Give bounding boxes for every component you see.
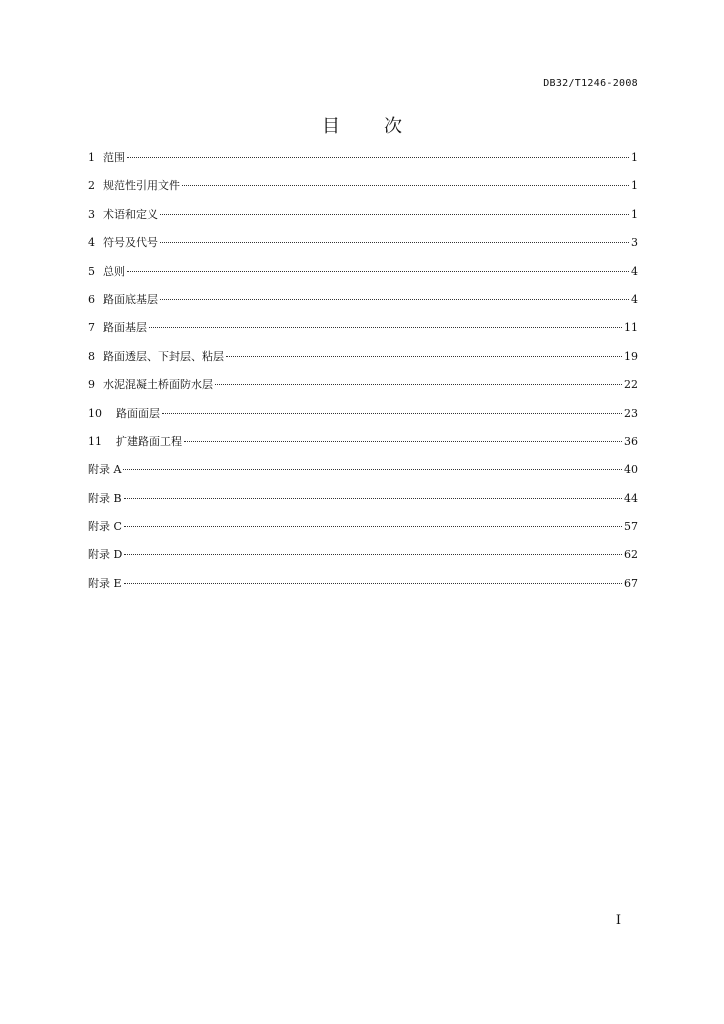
- toc-entry-label: 附录 C: [88, 520, 122, 534]
- toc-entry-page: 40: [624, 463, 638, 477]
- toc-entry-page: 62: [624, 548, 638, 562]
- toc-entry-page: 23: [624, 406, 638, 420]
- toc-entry-number: 4: [88, 236, 95, 250]
- toc-leader-dots: [124, 583, 622, 584]
- toc-title-right: 次: [384, 116, 402, 137]
- toc-leader-dots: [160, 242, 629, 243]
- toc-entry-page: 19: [624, 349, 638, 363]
- toc-entry-label: 规范性引用文件: [103, 179, 180, 193]
- toc-leader-dots: [124, 554, 622, 555]
- toc-entry-label: 范围: [103, 151, 125, 164]
- toc-entry-page: 11: [624, 321, 638, 335]
- toc-entry[interactable]: [88, 343, 638, 371]
- toc-entry-label: 附录 E: [88, 576, 122, 590]
- toc-leader-dots: [182, 185, 629, 186]
- toc-entry-label: 符号及代号: [103, 236, 158, 250]
- toc-entry[interactable]: [88, 428, 638, 456]
- toc-entry[interactable]: [88, 371, 638, 399]
- toc-entry-number: 3: [88, 207, 95, 221]
- toc-entry-label: 路面透层、下封层、粘层: [103, 349, 224, 363]
- toc-entry-page: 3: [631, 236, 638, 250]
- toc-list: [88, 144, 638, 598]
- toc-entry-label: 附录 D: [88, 548, 123, 562]
- toc-entry[interactable]: [88, 314, 638, 342]
- toc-leader-dots: [124, 498, 622, 499]
- toc-entry-number: 8: [88, 349, 95, 363]
- toc-entry-number: 7: [88, 321, 95, 335]
- toc-entry-page: 1: [631, 207, 638, 221]
- toc-leader-dots: [162, 413, 622, 414]
- toc-entry[interactable]: [88, 513, 638, 541]
- toc-entry-label: 总则: [103, 264, 125, 278]
- page-number: I: [615, 913, 621, 928]
- toc-leader-dots: [127, 271, 629, 272]
- toc-entry-page: 36: [624, 434, 638, 448]
- toc-title-left: 目: [322, 116, 340, 137]
- toc-entry-number: 6: [88, 292, 95, 306]
- toc-leader-dots: [149, 327, 622, 328]
- toc-leader-dots: [184, 441, 622, 442]
- toc-leader-dots: [226, 356, 622, 357]
- toc-entry-number: 2: [88, 179, 95, 193]
- toc-entry-number: 10: [88, 406, 102, 420]
- toc-leader-dots: [160, 214, 629, 215]
- toc-entry-label: 水泥混凝土桥面防水层: [103, 378, 213, 392]
- toc-entry-number: 1: [88, 151, 95, 164]
- toc-entry[interactable]: [88, 456, 638, 484]
- toc-entry-page: 1: [631, 179, 638, 193]
- toc-leader-dots: [215, 384, 622, 385]
- toc-entry[interactable]: [88, 201, 638, 229]
- toc-entry[interactable]: [88, 485, 638, 513]
- toc-entry-page: 57: [624, 520, 638, 534]
- toc-entry-label: 路面面层: [116, 406, 160, 420]
- toc-entry[interactable]: [88, 172, 638, 200]
- toc-entry-label: 扩建路面工程: [116, 434, 182, 448]
- toc-entry-page: 4: [631, 292, 638, 306]
- toc-entry-page: 1: [631, 151, 638, 164]
- toc-entry-label: 术语和定义: [103, 207, 158, 221]
- toc-entry-page: 22: [624, 378, 638, 392]
- toc-leader-dots: [123, 469, 622, 470]
- toc-entry-number: 11: [88, 434, 102, 448]
- toc-entry-label: 路面基层: [103, 321, 147, 335]
- toc-entry[interactable]: [88, 570, 638, 598]
- toc-entry-page: 44: [624, 491, 638, 505]
- toc-entry-page: 67: [624, 576, 638, 590]
- toc-entry[interactable]: [88, 286, 638, 314]
- toc-entry-page: 4: [631, 264, 638, 278]
- toc-title: [0, 112, 724, 138]
- toc-leader-dots: [127, 157, 629, 158]
- toc-entry-number: 9: [88, 378, 95, 392]
- toc-entry[interactable]: [88, 229, 638, 257]
- toc-entry[interactable]: [88, 541, 638, 569]
- toc-entry[interactable]: [88, 144, 638, 172]
- toc-entry-number: 5: [88, 264, 95, 278]
- toc-entry-label: 附录 A: [88, 463, 122, 477]
- toc-leader-dots: [124, 526, 622, 527]
- toc-entry[interactable]: [88, 258, 638, 286]
- toc-entry-label: 附录 B: [88, 491, 122, 505]
- document-code: DB32/T1246-2008: [543, 78, 638, 89]
- toc-entry[interactable]: [88, 400, 638, 428]
- toc-leader-dots: [160, 299, 629, 300]
- toc-entry-label: 路面底基层: [103, 292, 158, 306]
